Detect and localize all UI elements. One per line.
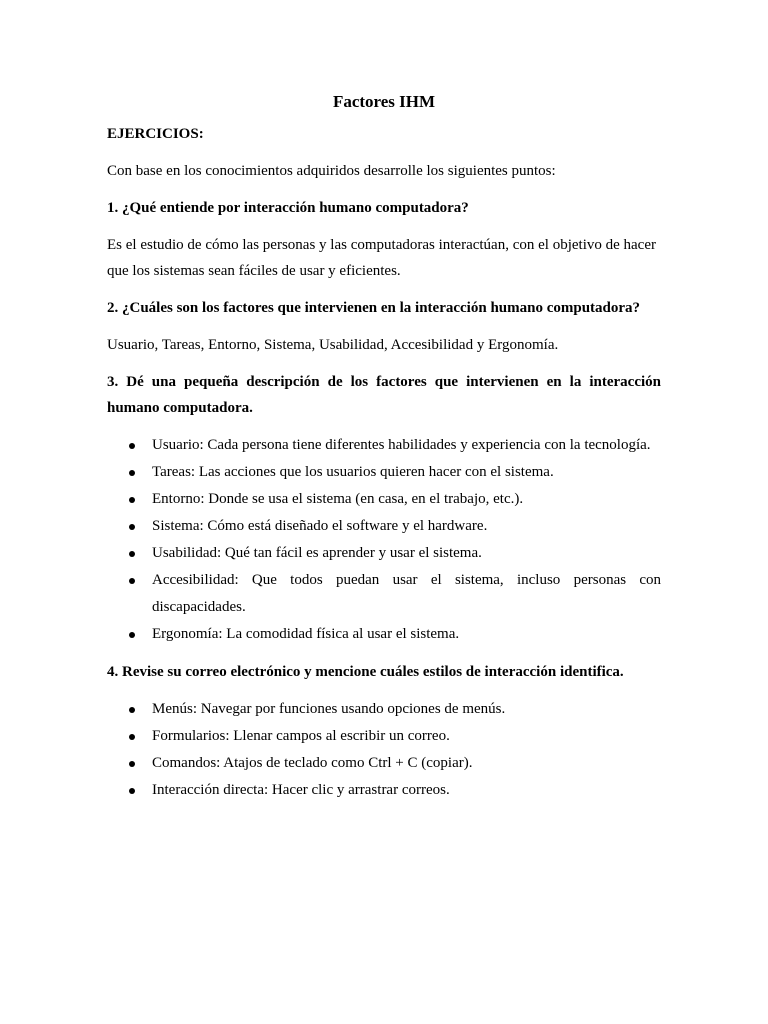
list-item [107,486,661,513]
list-item-text: Comandos: Atajos de teclado como Ctrl + C (copiar). [152,755,473,771]
answer-1: Es el estudio de cómo las personas y las computadoras interactúan, con el objetivo de hacer que los sistemas sean fáciles de usar y eficientes. [107,237,656,279]
question-3: 3. Dé una pequeña descripción de los factores que intervienen en la interacción humano computadora. [107,374,661,416]
section-heading: EJERCICIOS: [107,126,204,142]
list-item [107,621,661,648]
list-item [107,432,661,459]
list-item [107,750,661,777]
list-item-text: Interacción directa: Hacer clic y arrastrar correos. [152,782,450,798]
bullet-icon [129,578,135,584]
bullet-icon [129,443,135,449]
list-item-text: Ergonomía: La comodidad física al usar el sistema. [152,626,460,642]
bullet-icon [129,470,135,476]
question-2: 2. ¿Cuáles son los factores que intervienen en la interacción humano computadora? [107,300,641,316]
bullet-icon [129,734,135,740]
intro-paragraph: Con base en los conocimientos adquiridos desarrolle los siguientes puntos: [107,163,556,179]
list-item-text: Formularios: Llenar campos al escribir un correo. [152,728,450,744]
bullet-icon [129,524,135,530]
list-item-text: Sistema: Cómo está diseñado el software y el hardware. [152,518,488,534]
list-item [107,540,661,567]
bullet-icon [129,497,135,503]
interaction-styles-list [107,696,661,804]
list-item-text: Menús: Navegar por funciones usando opciones de menús. [152,701,506,717]
list-item-text: Usabilidad: Qué tan fácil es aprender y usar el sistema. [152,545,482,561]
list-item-text: Accesibilidad: Que todos puedan usar el sistema, incluso personas con discapacidades. [152,572,661,615]
list-item [107,777,661,804]
bullet-icon [129,632,135,638]
factors-list [107,432,661,648]
question-4: 4. Revise su correo electrónico y mencione cuáles estilos de interacción identifica. [107,664,624,680]
list-item-text: Entorno: Donde se usa el sistema (en casa, en el trabajo, etc.). [152,491,524,507]
bullet-icon [129,761,135,767]
document-body [107,89,661,815]
bullet-icon [129,788,135,794]
question-1: 1. ¿Qué entiende por interacción humano computadora? [107,200,469,216]
list-item [107,567,661,621]
list-item [107,459,661,486]
bullet-icon [129,707,135,713]
list-item [107,723,661,750]
list-item [107,513,661,540]
bullet-icon [129,551,135,557]
answer-2: Usuario, Tareas, Entorno, Sistema, Usabilidad, Accesibilidad y Ergonomía. [107,337,559,353]
list-item-text: Usuario: Cada persona tiene diferentes habilidades y experiencia con la tecnología. [152,437,651,453]
list-item-text: Tareas: Las acciones que los usuarios quieren hacer con el sistema. [152,464,554,480]
document-title: Factores IHM [332,92,436,111]
list-item [107,696,661,723]
